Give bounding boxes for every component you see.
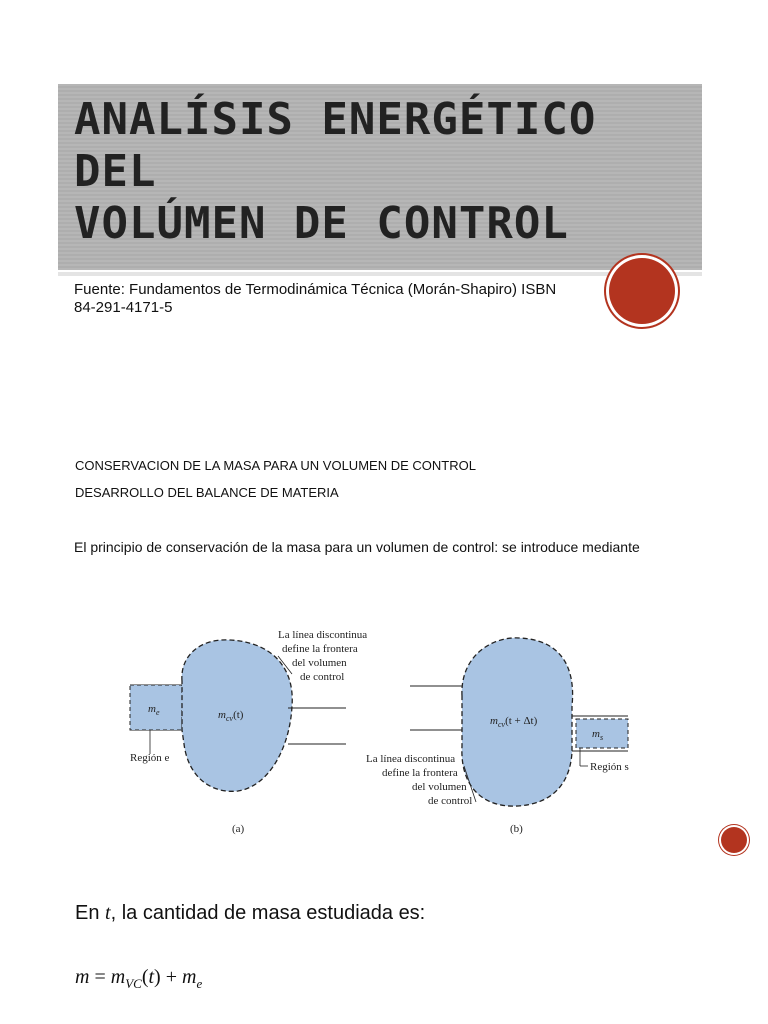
note-b-line1: La línea discontinua (366, 753, 456, 765)
diagram-b (366, 638, 629, 835)
statement-text (75, 902, 425, 925)
label-region-e: Región e (130, 752, 170, 764)
note-b-line3: del volumen (412, 781, 467, 793)
title-line-1: ANALÍSIS ENERGÉTICO DEL (74, 94, 597, 197)
label-mcv-t: $m_{cv}(t)$ (218, 709, 244, 723)
decorative-circle-large (609, 258, 675, 324)
statement-prefix: En (75, 902, 106, 924)
section-heading-balance: DESARROLLO DEL BALANCE DE MATERIA (75, 485, 339, 500)
title-line-2: VOLÚMEN DE CONTROL (74, 198, 569, 249)
title-banner (58, 84, 702, 270)
control-volume-figure (120, 626, 640, 841)
note-b-line2: define la frontera (382, 767, 458, 779)
caption-a: (a) (232, 823, 245, 835)
label-ms: $m_s$ (592, 728, 604, 742)
label-region-s: Región s (590, 761, 629, 773)
diagram-a (130, 629, 367, 835)
note-a-line2: define la frontera (282, 643, 358, 655)
decorative-circle-small (721, 827, 747, 853)
caption-b: (b) (510, 823, 523, 835)
note-a-line4: de control (300, 671, 345, 683)
principle-text: El principio de conservación de la masa para un volumen de control: se introduce mediante (74, 539, 640, 555)
slide-title (74, 94, 694, 250)
mass-formula: $m = m_{VC}(t) + m_e$ (75, 966, 203, 991)
statement-variable: t (105, 902, 111, 924)
statement-suffix: , la cantidad de masa estudiada es: (110, 902, 426, 924)
label-mcv-tdt: $m_{cv}(t + \Delta t)$ (490, 715, 538, 729)
source-citation: Fuente: Fundamentos de Termodinámica Técnica (Morán-Shapiro) ISBN 84-291-4171-5 (74, 281, 557, 316)
note-b-line4: de control (428, 795, 473, 807)
label-me: $m_e$ (148, 703, 160, 717)
note-a-line1: La línea discontinua (278, 629, 368, 641)
section-heading-mass-conservation: CONSERVACION DE LA MASA PARA UN VOLUMEN DE CONTROL (75, 458, 476, 473)
note-a-line3: del volumen (292, 657, 347, 669)
